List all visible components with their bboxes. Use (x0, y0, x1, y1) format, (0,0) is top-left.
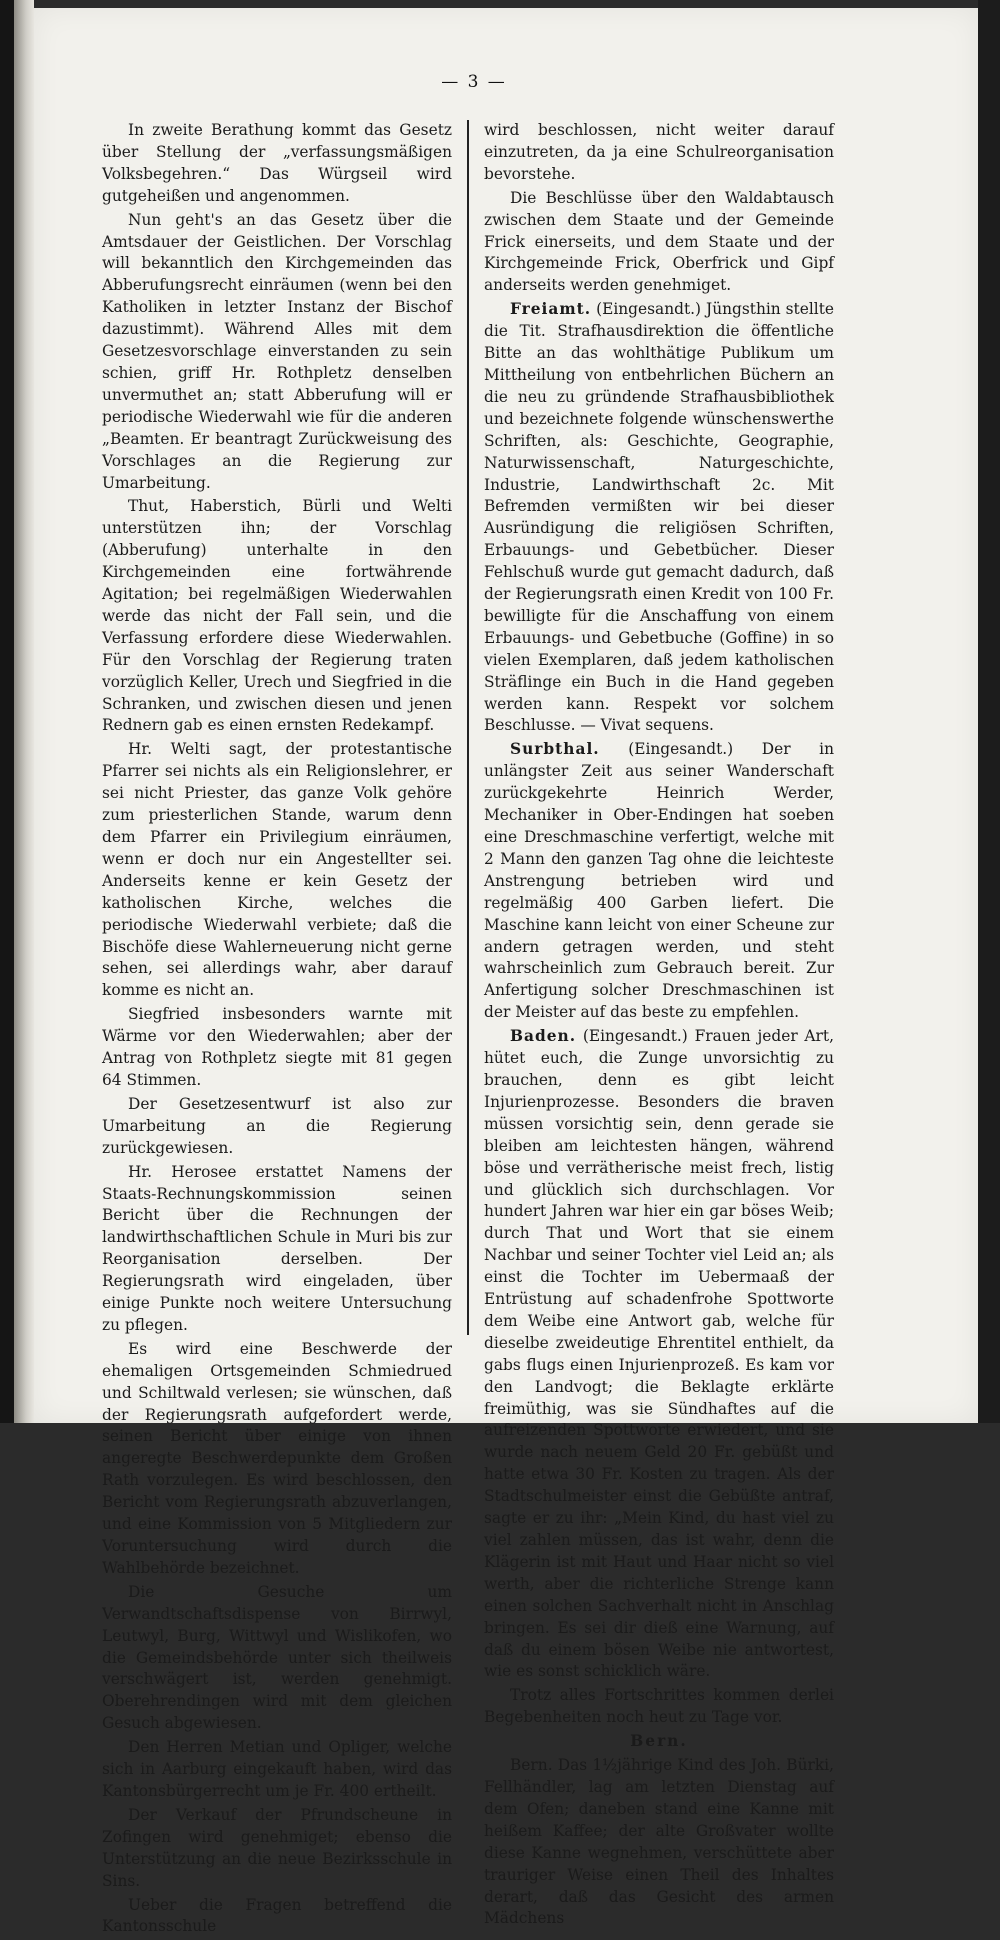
paragraph-intro: wird beschlossen, nicht weiter darauf einzutreten, da ja eine Schulreorganisation bevorstehe. (484, 121, 834, 183)
text-freiamt: (Eingesandt.) Jüngsthin stellte die Tit. Strafhausdirektion die öffentliche Bitte an das wohlthätige Publikum um Mittheilung von entbehrlichen Büchern an die neu zu gründende Strafhausbibliothek und bezeichnete folgende wünschenswerthe Schriften, als: Geschichte, Geographie, Naturwissenschaft, Naturgeschichte, Industrie, Landwirthschaft 2c. Mit Befremden vermißten wir bei dieser Ausründigung die religiösen Schriften, Erbauungs- und Gebetbücher. Dieser Fehlschuß wurde gut gemacht dadurch, daß der Regierungsrath einen Kredit von 100 Fr. bewilligte für die Anschaffung von einem Erbauungs- und Gebetbuche (Goffine) in so vielen Exemplaren, daß jedem katholischen Sträflinge ein Buch in die Hand gegeben werden kann. Respekt vor solchem Beschlusse. — Vivat sequens. (484, 300, 834, 735)
paragraph-dispense: Die Gesuche um Verwandtschaftsdispense von Birrwyl, Leutwyl, Burg, Wittwyl und Wislikofen, wo die Gemeindsbehörde unter sich theilweis verschwägert ist, werden genehmigt. Oberehrendingen wird mit dem gleichen Gesuch abgewiesen. (102, 1582, 452, 1733)
article-surbthal (484, 739, 834, 1024)
article-baden (484, 1026, 834, 1683)
heading-baden: Baden. (510, 1027, 577, 1046)
paragraph-welti: Hr. Welti sagt, der protestantische Pfarrer sei nichts als ein Religionslehrer, er sei nicht Priester, das ganze Volk gehöre zum priesterlichen Stande, warum denn dem Pfarrer ein Privilegium einräumen, wenn er doch nur ein Angestellter sei. Anderseits kenne er kein Gesetz der katholischen Kirche, welches die periodische Wiederwahl verbiete; daß die Bischöfe diese Wahlerneuerung nicht gerne sehen, sei allerdings wahr, aber darauf komme es nicht an. (102, 740, 452, 1000)
paragraph-waldabtausch: Die Beschlüsse über den Waldabtausch zwischen dem Staate und der Gemeinde Frick einerseits, und dem Staate und der Kirchgemeinde Frick, Oberfrick und Gipf anderseits werden genehmiget. (484, 188, 834, 295)
left-column (102, 120, 452, 1940)
paragraph-trotz: Trotz alles Fortschrittes kommen derlei Begebenheiten noch heut zu Tage vor. (484, 1686, 834, 1727)
paragraph-gesetzesentwurf: Der Gesetzesentwurf ist also zur Umarbeitung an die Regierung zurückgewiesen. (102, 1094, 452, 1157)
section-title-bern: Bern. (630, 1732, 688, 1751)
newspaper-page (34, 8, 978, 1936)
paragraph-amtsdauer: Nun geht's an das Gesetz über die Amtsdauer der Geistlichen. Der Vorschlag will bekanntlich den Kirchgemeinden das Abberufungsrecht einräumen (wenn bei den Katholiken in letzter Instanz der Bischof dazustimmt). Während Alles mit dem Gesetzesvorschlage einverstanden zu sein schien, griff Hr. Rothpletz denselben unvermuthet an; statt Abberufung will er periodische Wiederwahl wie für die anderen „Beamten. Er beantragt Zurückweisung des Vorschlages an die Regierung zur Umarbeitung. (102, 210, 452, 492)
article-freiamt (484, 299, 834, 737)
paragraph-pfrundscheune: Der Verkauf der Pfrundscheune in Zofingen wird genehmiget; ebenso die Unterstützung an die neue Bezirksschule in Sins. (102, 1805, 452, 1890)
right-column (484, 120, 834, 1932)
heading-surbthal: Surbthal. (510, 740, 600, 759)
paragraph-herosee: Hr. Herosee erstattet Namens der Staats-Rechnungskommission seinen Bericht über die Rechnungen der landwirthschaftlichen Schule in Muri bis zur Reorganisation derselben. Der Regierungsrath wird eingeladen, über einige Punkte noch weitere Untersuchung zu pflegen. (102, 1162, 452, 1334)
text-surbthal: (Eingesandt.) Der in unlängster Zeit aus seiner Wanderschaft zurückgekehrte Heinrich Werder, Mechaniker in Ober-Endingen hat soeben eine Dreschmaschine verfertigt, welche mit 2 Mann den ganzen Tag ohne die leichteste Anstrengung betrieben wird und regelmäßig 400 Garben liefert. Die Maschine kann leicht von einer Scheune zur andern getragen werden, und steht wahrscheinlich zum Gebrauch bereit. Zur Anfertigung solcher Dreschmaschinen ist der Meister auf das beste zu empfehlen. (484, 740, 834, 1022)
paragraph-debate: Thut, Haberstich, Bürli und Welti unterstützen ihn; der Vorschlag (Abberufung) unterhalte in den Kirchgemeinden eine fortwährende Agitation; bei regelmäßigen Wiederwahlen werde das nicht der Fall sein, und die Verfassung erfordere diese Wiederwahlen. Für den Vorschlag der Regierung traten vorzüglich Keller, Urech und Siegfried in die Schranken, und zwischen diesen und jenen Rednern gab es einen ernsten Redekampf. (102, 497, 452, 735)
heading-freiamt: Freiamt. (510, 300, 592, 319)
left-dark-border (0, 0, 14, 1423)
paragraph-volksbegehren: In zweite Berathung kommt das Gesetz über Stellung der „verfassungsmäßigen Volksbegehren.“ Das Würgseil wird gutgeheißen und angenommen. (102, 121, 452, 205)
right-dark-border (978, 0, 1000, 1423)
previous-page-edge (14, 0, 34, 1423)
article-bern: Bern. Das 1½jährige Kind des Joh. Bürki, Fellhändler, lag am letzten Dienstag auf dem Ofen; daneben stand eine Kanne mit heißem Kaffee; der alte Großvater wollte diese Kanne wegnehmen, verschüttete aber trauriger Weise einen Theil des Inhaltes derart, daß das Gesicht des armen Mädchens (484, 1756, 834, 1928)
text-baden: (Eingesandt.) Frauen jeder Art, hütet euch, die Zunge unvorsichtig zu brauchen, denn es gibt leicht Injurienprozesse. Besonders die braven müssen vorsichtig sein, denn gerade sie bleiben am leichtesten hängen, während böse und verrätherische meist frech, listig und glücklich sich durchschlagen. Vor hundert Jahren war hier ein gar böses Weib; durch That und Wort that sie einem Nachbar und seiner Tochter viel Leid an; als einst die Tochter im Uebermaaß der Entrüstung auf schadenfrohe Spottworte dem Weibe eine Antwort gab, welche für dieselbe zweideutige Ehrentitel enthielt, da gabs flugs einen Injurienprozeß. Es kam vor den Landvogt; die Beklagte erklärte freimüthig, was sie Sündhaftes auf die aufreizenden Spottworte erwiedert, und sie wurde nach neuem Geld 20 Fr. gebüßt und hatte etwa 30 Fr. Kosten zu tragen. Als der Stadtschulmeister einst die Gebüßte antraf, sagte er zu ihr: „Mein Kind, du hast viel zu viel zahlen müssen, das ist wahr, denn die Klägerin ist mit Haut und Haar nicht so viel werth, aber die richterliche Strenge kann einen solchen Sachverhalt nicht in Anschlag bringen. Es sei dir dieß eine Warnung, auf daß du einem bösen Weibe nie antwortest, wie es sonst schicklich wäre. (484, 1027, 834, 1681)
paragraph-kantonsschule: Ueber die Fragen betreffend die Kantonsschule (102, 1895, 452, 1936)
paragraph-buergerrecht: Den Herren Metian und Opliger, welche sich in Aarburg eingekauft haben, wird das Kantonsbürgerrecht um je Fr. 400 ertheilt. (102, 1738, 452, 1800)
column-divider (467, 120, 469, 1335)
paragraph-beschwerde: Es wird eine Beschwerde der ehemaligen Ortsgemeinden Schmiedrued und Schiltwald verlesen; sie wünschen, daß der Regierungsrath aufgefordert werde, seinen Bericht über einige von ihnen angeregte Beschwerdepunkte dem Großen Rath vorzulegen. Es wird beschlossen, den Bericht vom Regierungsrath abzuverlangen, und eine Kommission von 5 Mitgliedern zur Voruntersuchung wird durch die Wahlbehörde bezeichnet. (102, 1339, 452, 1577)
paragraph-siegfried: Siegfried insbesonders warnte mit Wärme vor den Wiederwahlen; aber der Antrag von Rothpletz siegte mit 81 gegen 64 Stimmen. (102, 1005, 452, 1089)
page-number: — 3 — (441, 72, 507, 92)
